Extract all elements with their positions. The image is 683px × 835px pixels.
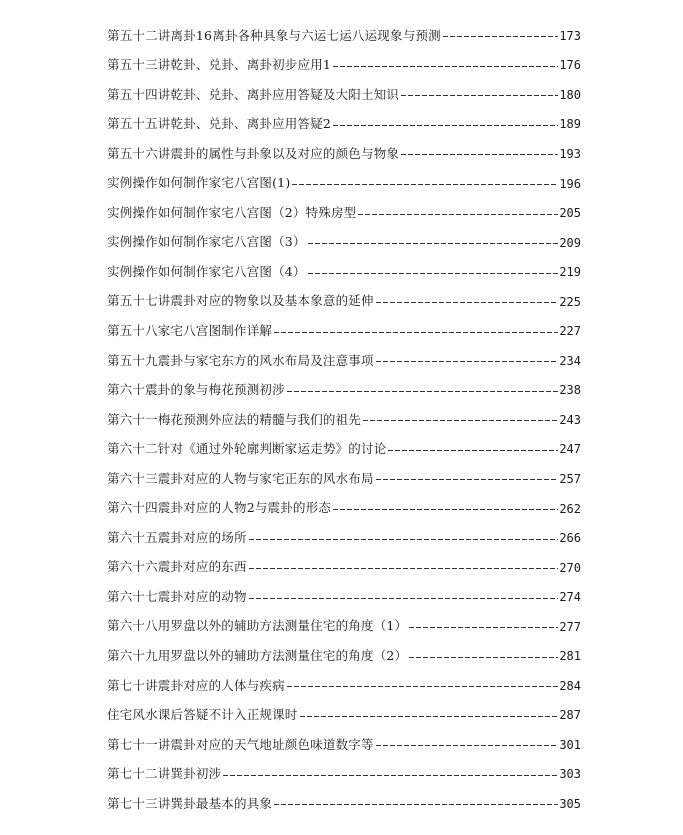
- toc-entry[interactable]: [107, 435, 581, 465]
- toc-entry[interactable]: [107, 228, 581, 258]
- toc-entry-title: 第五十九震卦与家宅东方的风水布局及注意事项: [107, 352, 374, 368]
- toc-entry-page: 243: [559, 412, 581, 427]
- toc-leader-dashes: [333, 125, 558, 126]
- toc-entry-page: 238: [559, 383, 581, 398]
- toc-entry-title: 第六十九用罗盘以外的辅助方法测量住宅的角度（2）: [107, 648, 408, 663]
- toc-entry-page: 284: [559, 678, 581, 693]
- toc-entry[interactable]: [107, 553, 581, 583]
- toc-leader-dashes: [223, 775, 558, 776]
- toc-entry-title: 第七十一讲震卦对应的天气地址颜色味道数字等: [107, 736, 374, 752]
- toc-leader-dashes: [300, 716, 558, 717]
- toc-entry-page: 303: [559, 767, 581, 782]
- toc-entry[interactable]: [107, 612, 581, 642]
- toc-leader-dashes: [358, 214, 558, 215]
- toc-leader-dashes: [308, 273, 558, 274]
- toc-entry-page: 234: [559, 353, 581, 368]
- toc-leader-dashes: [376, 302, 558, 303]
- toc-entry[interactable]: [107, 80, 581, 110]
- toc-entry-page: 281: [559, 649, 581, 664]
- toc-entry[interactable]: [107, 730, 581, 760]
- toc-entry[interactable]: [107, 464, 581, 494]
- toc-entry-title: 实例操作如何制作家宅八宫图（4）: [107, 263, 306, 279]
- toc-leader-dashes: [388, 450, 558, 451]
- toc-entry-title: 第六十八用罗盘以外的辅助方法测量住宅的角度（1）: [107, 618, 408, 634]
- toc-entry-title: 第六十六震卦对应的东西: [107, 559, 247, 575]
- toc-entry-title: 第五十六讲震卦的属性与卦象以及对应的颜色与物象: [107, 145, 400, 161]
- toc-leader-dashes: [333, 66, 558, 67]
- toc-entry[interactable]: [107, 701, 581, 731]
- toc-entry-title: 第六十震卦的象与梅花预测初涉: [107, 382, 285, 398]
- toc-entry-title: 第六十四震卦对应的人物2与震卦的形态: [107, 500, 332, 516]
- toc-leader-dashes: [333, 509, 558, 510]
- toc-entry[interactable]: [107, 139, 581, 169]
- toc-entry-page: 266: [559, 531, 581, 546]
- toc-leader-dashes: [249, 598, 558, 599]
- toc-entry-page: 227: [559, 324, 581, 339]
- toc-entry[interactable]: [107, 671, 581, 701]
- toc-entry[interactable]: [107, 198, 581, 228]
- toc-entry-title: 住宅风水课后答疑不计入正规课时: [107, 707, 298, 723]
- toc-entry-title: 第六十一梅花预测外应法的精髓与我们的祖先: [107, 411, 362, 427]
- toc-leader-dashes: [249, 539, 558, 540]
- toc-leader-dashes: [363, 420, 558, 421]
- toc-leader-dashes: [292, 184, 558, 185]
- toc-entry[interactable]: [107, 169, 581, 199]
- toc-entry-title: 实例操作如何制作家宅八宫图（3）: [107, 234, 306, 250]
- toc-leader-dashes: [274, 804, 558, 805]
- toc-leader-dashes: [376, 745, 558, 746]
- toc-entry-title: 第六十五震卦对应的场所: [107, 529, 247, 545]
- toc-entry[interactable]: [107, 257, 581, 287]
- toc-leader-dashes: [376, 361, 558, 362]
- toc-entry-page: 270: [559, 560, 581, 575]
- toc-leader-dashes: [409, 657, 558, 658]
- toc-entry[interactable]: [107, 405, 581, 435]
- toc-entry-title: 第七十讲震卦对应的人体与疾病: [107, 677, 285, 693]
- toc-leader-dashes: [308, 243, 558, 244]
- toc-entry-page: 209: [559, 235, 581, 250]
- toc-entry-title: 第六十七震卦对应的动物: [107, 588, 247, 604]
- toc-entry-title: 第六十二针对《通过外轮廓判断家运走势》的讨论: [107, 441, 387, 457]
- toc-entry[interactable]: [107, 110, 581, 140]
- toc-entry-page: 205: [559, 206, 581, 221]
- toc-entry-title: 实例操作如何制作家宅八宫图(1): [107, 175, 291, 191]
- toc-leader-dashes: [409, 627, 558, 628]
- toc-entry-page: 301: [559, 737, 581, 752]
- toc-entry-title: 第七十三讲巽卦最基本的具象: [107, 795, 273, 811]
- toc-entry-page: 247: [559, 442, 581, 457]
- toc-entry-page: 219: [559, 265, 581, 280]
- toc-entry[interactable]: [107, 494, 581, 524]
- toc-leader-dashes: [401, 95, 558, 96]
- toc-entry[interactable]: [107, 760, 581, 790]
- toc-leader-dashes: [249, 568, 558, 569]
- toc-entry[interactable]: [107, 21, 581, 51]
- toc-entry-title: 第五十八家宅八宫图制作详解: [107, 322, 273, 338]
- toc-entry-page: 193: [559, 146, 581, 161]
- toc-entry[interactable]: [107, 582, 581, 612]
- toc-entry-page: 257: [559, 471, 581, 486]
- table-of-contents: [107, 21, 581, 819]
- toc-entry-title: 第五十二讲离卦16离卦各种具象与六运七运八运现象与预测: [107, 27, 441, 43]
- toc-entry-page: 262: [559, 501, 581, 516]
- toc-entry-title: 第七十二讲巽卦初涉: [107, 766, 222, 782]
- toc-entry-title: 第五十七讲震卦对应的物象以及基本象意的延伸: [107, 293, 374, 309]
- toc-entry[interactable]: [107, 346, 581, 376]
- toc-entry-page: 305: [559, 796, 581, 811]
- toc-entry[interactable]: [107, 376, 581, 406]
- toc-entry-page: 176: [559, 58, 581, 73]
- toc-leader-dashes: [287, 686, 558, 687]
- toc-entry[interactable]: [107, 641, 581, 671]
- toc-entry-page: 196: [559, 176, 581, 191]
- toc-leader-dashes: [401, 154, 558, 155]
- toc-entry-page: 277: [559, 619, 581, 634]
- toc-entry[interactable]: [107, 789, 581, 819]
- toc-entry-page: 287: [559, 708, 581, 723]
- toc-entry-page: 173: [559, 28, 581, 43]
- toc-entry-title: 第五十五讲乾卦、兑卦、离卦应用答疑2: [107, 116, 332, 132]
- toc-entry-page: 180: [559, 87, 581, 102]
- toc-leader-dashes: [287, 391, 558, 392]
- toc-entry[interactable]: [107, 316, 581, 346]
- toc-entry[interactable]: [107, 51, 581, 81]
- toc-entry[interactable]: [107, 523, 581, 553]
- toc-leader-dashes: [376, 479, 558, 480]
- toc-leader-dashes: [443, 36, 558, 37]
- toc-entry-page: 189: [559, 117, 581, 132]
- toc-entry-page: 274: [559, 590, 581, 605]
- toc-leader-dashes: [274, 332, 558, 333]
- toc-entry-page: 225: [559, 294, 581, 309]
- toc-entry-title: 第六十三震卦对应的人物与家宅正东的风水布局: [107, 470, 374, 486]
- toc-entry-title: 第五十三讲乾卦、兑卦、离卦初步应用1: [107, 57, 332, 73]
- toc-entry-title: 第五十四讲乾卦、兑卦、离卦应用答疑及大阳土知识: [107, 86, 400, 102]
- toc-entry[interactable]: [107, 287, 581, 317]
- toc-entry-title: 实例操作如何制作家宅八宫图（2）特殊房型: [107, 204, 357, 220]
